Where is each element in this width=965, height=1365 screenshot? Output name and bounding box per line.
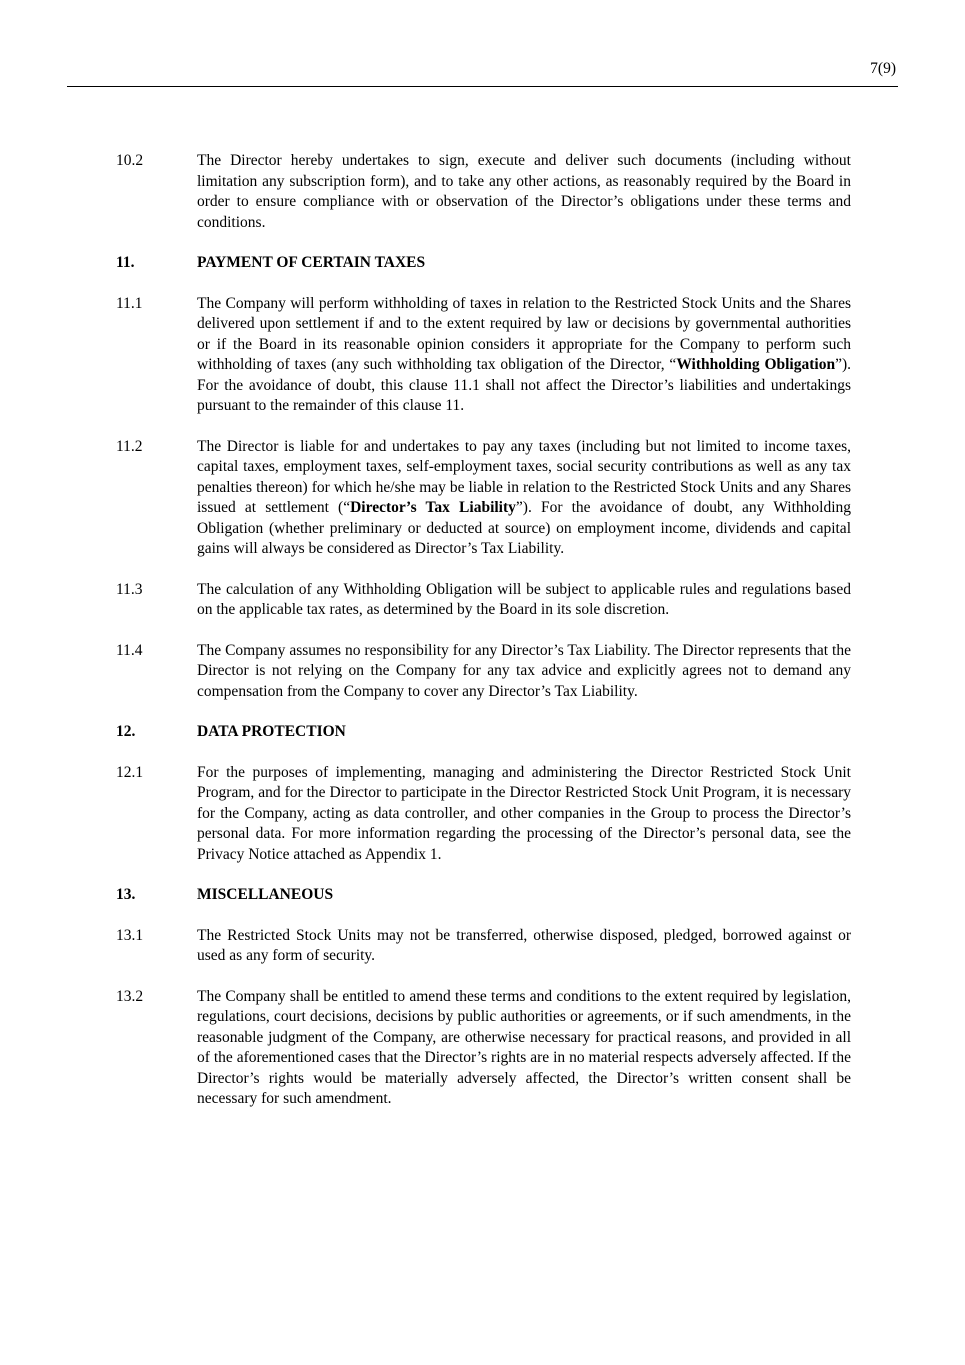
section-title: MISCELLANEOUS	[197, 886, 334, 903]
clause-text-part: The Director is liable for and undertakes to pay any taxes (including but not limited to income taxes, capital taxes, employment taxes, self-employment taxes, social security contributions as well as any tax penalties thereon) for which he/she may be liable in relation to the Restricted Stock Units and any Shares issued at settlement (“	[197, 437, 851, 516]
defined-term: Director’s Tax Liability	[350, 499, 516, 516]
clause-text: The Company shall be entitled to amend these terms and conditions to the extent required by legislation, regulations, court decisions, decisions by public authorities or agreements, or if such amendments, in the reasonable judgment of the Company, are otherwise necessary for practical reasons, and provided in all of the aforementioned cases that the Director’s rights are in no material respects adversely affected. If the Director’s rights would be materially adversely affected, the Director’s written consent shall be necessary for such amendment.	[197, 987, 851, 1107]
clause-11-3	[116, 580, 851, 621]
clause-13-1	[116, 926, 851, 967]
section-title: DATA PROTECTION	[197, 723, 346, 740]
clause-text: The Director hereby undertakes to sign, execute and deliver such documents (including without limitation any subscription form), and to take any other actions, as reasonably required by the Board in order to ensure compliance with or observation of the Director’s obligations under these terms and conditions.	[197, 152, 851, 231]
page-number: 7(9)	[870, 60, 896, 77]
clause-number: 10.2	[116, 152, 144, 169]
section-title: PAYMENT OF CERTAIN TAXES	[197, 254, 426, 271]
header-divider	[67, 86, 898, 87]
clause-text	[197, 437, 851, 560]
clause-text-part: ”). For the avoidance of doubt, any Withholding Obligation (whether preliminary or deducted at source) on employment income, dividends and capital gains will always be considered as Director’s Tax Liability.	[197, 499, 851, 557]
clause-number: 13.2	[116, 987, 144, 1005]
clause-text: The calculation of any Withholding Obligation will be subject to applicable rules and regulations based on the applicable tax rates, as determined by the Board in its sole discretion.	[197, 580, 851, 618]
clause-number: 13.1	[116, 926, 144, 944]
clause-number: 11.3	[116, 580, 143, 598]
section-number: 11.	[116, 254, 135, 271]
clause-number: 12.1	[116, 763, 144, 781]
clause-number: 11.4	[116, 641, 143, 659]
section-number: 13.	[116, 886, 136, 903]
clause-11-2	[116, 437, 851, 560]
clause-text-part: The Company will perform withholding of taxes in relation to the Restricted Stock Units and the Shares delivered upon settlement if and to the extent required by law or decisions by governmental authorities or if the Board in its reasonable opinion considers it appropriate for the Company to perform such withholding of taxes (any such withholding tax obligation of the Director, “	[197, 294, 851, 373]
clause-12-1	[116, 763, 851, 866]
section-heading-13	[116, 885, 851, 906]
clause-number: 11.1	[116, 294, 143, 312]
clause-number: 11.2	[116, 437, 143, 455]
clause-11-1	[116, 294, 851, 417]
clause-text	[197, 294, 851, 417]
section-number: 12.	[116, 723, 136, 740]
clause-text: The Restricted Stock Units may not be transferred, otherwise disposed, pledged, borrowed against or used as any form of security.	[197, 926, 851, 964]
section-heading-11	[116, 253, 851, 274]
defined-term: Withholding Obligation	[676, 356, 836, 373]
clause-text: For the purposes of implementing, managing and administering the Director Restricted Stock Unit Program, and for the Director to participate in the Director Restricted Stock Unit Program, it is necessary for the Company, acting as data controller, and other companies in the Group to process the Director’s personal data. For more information regarding the processing of the Director’s personal data, see the Privacy Notice attached as Appendix 1.	[197, 763, 851, 863]
clause-text: The Company assumes no responsibility for any Director’s Tax Liability. The Director represents that the Director is not relying on the Company for any tax advice and explicitly agrees not to demand any compensation from the Company to cover any Director’s Tax Liability.	[197, 641, 851, 700]
document-body	[116, 151, 851, 1130]
clause-10-2	[116, 151, 851, 233]
section-heading-12	[116, 722, 851, 743]
clause-text-part: ”). For the avoidance of doubt, this clause 11.1 shall not affect the Director’s liabilities and undertakings pursuant to the remainder of this clause 11.	[197, 356, 851, 414]
clause-13-2	[116, 987, 851, 1110]
clause-11-4	[116, 641, 851, 703]
